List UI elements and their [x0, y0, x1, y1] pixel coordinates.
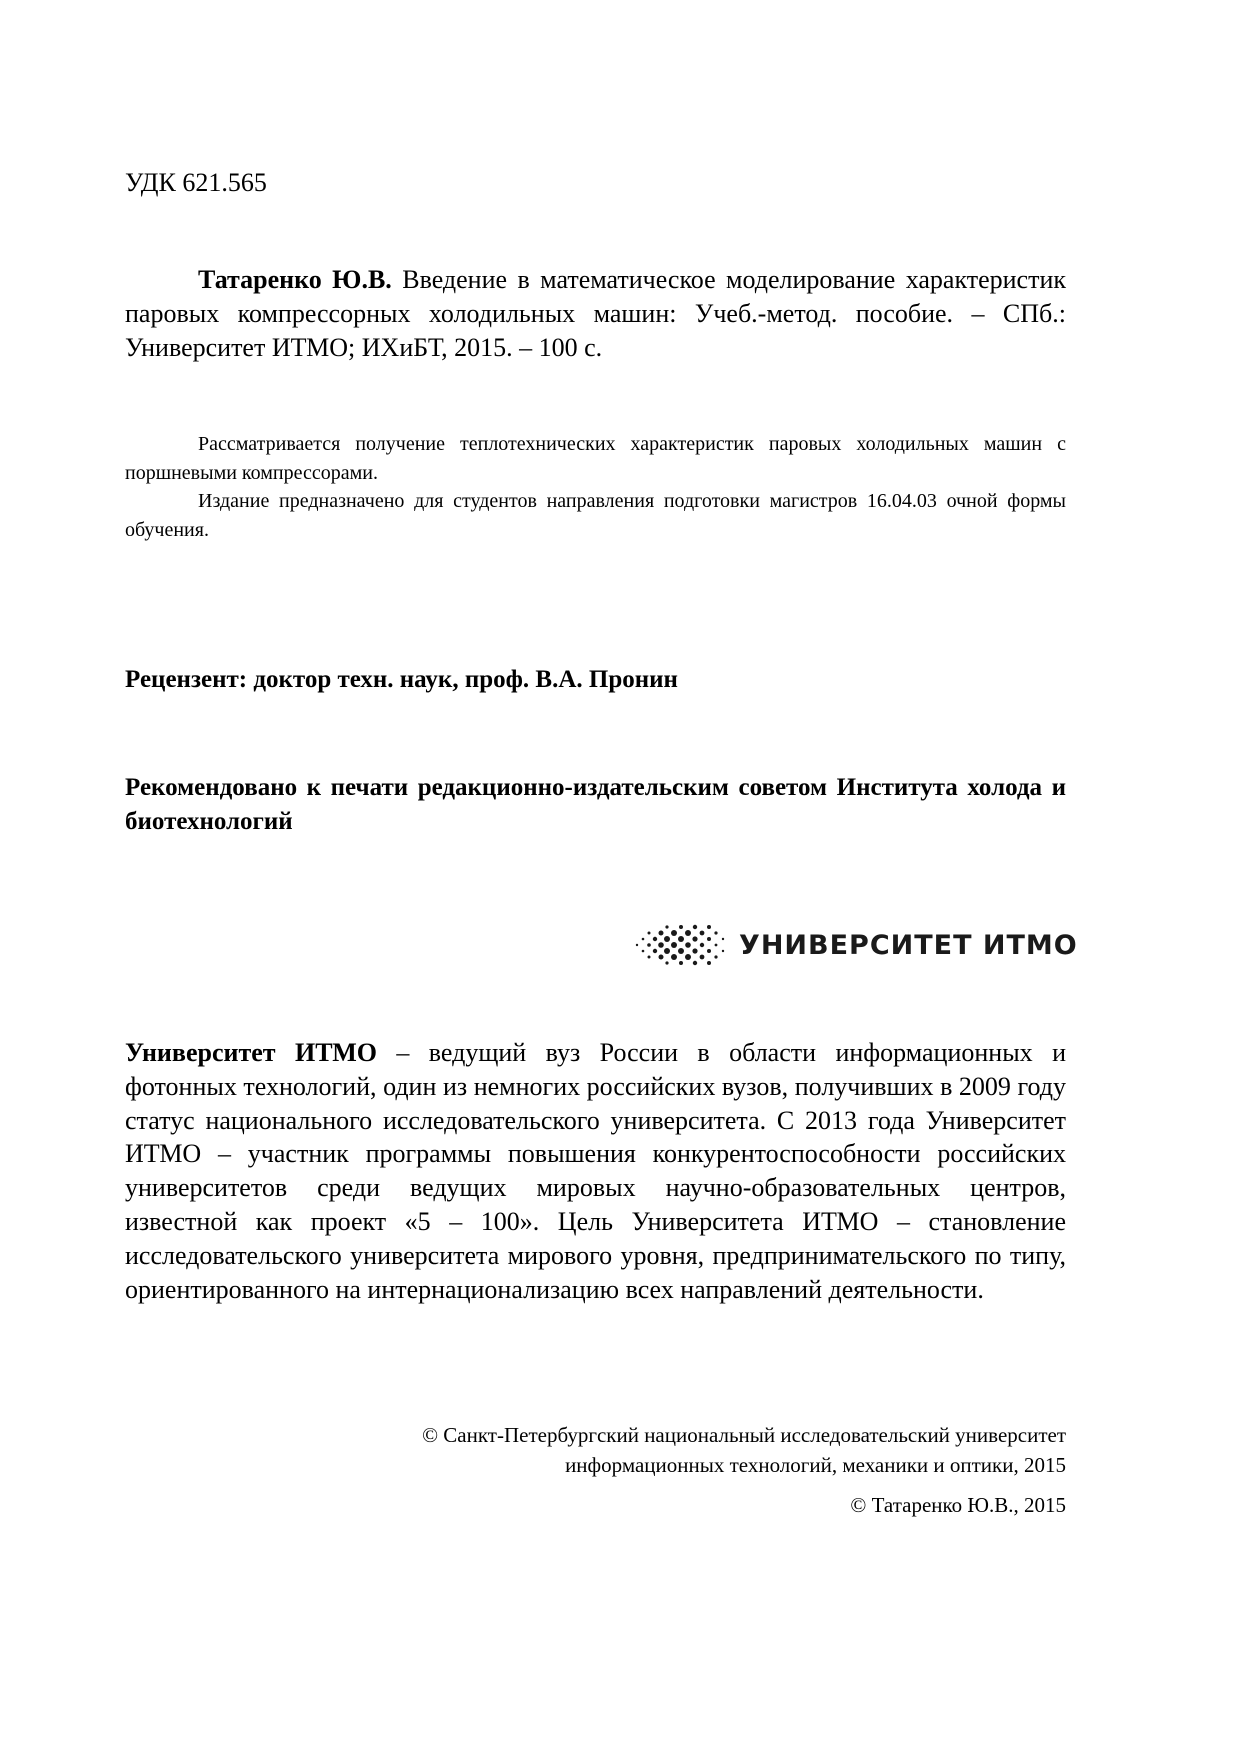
- abstract-paragraph: Издание предназначено для студентов направления подготовки магистров 16.04.03 очной формы обучения.: [125, 490, 1066, 541]
- copyright-author: © Татаренко Ю.В., 2015: [850, 1493, 1066, 1517]
- abstract-paragraph: Рассматривается получение теплотехнических характеристик паровых холодильных машин с поршневыми компрессорами.: [125, 433, 1066, 484]
- citation-author: Татаренко Ю.В.: [198, 265, 392, 294]
- university-description: [125, 1036, 1066, 1306]
- itmo-logo: [633, 920, 1078, 970]
- itmo-dots-logo-icon: [633, 920, 729, 970]
- university-description-text: – ведущий вуз России в области информационных и фотонных технологий, один из немногих российских вузов, получивших в 2009 году статус национального исследовательского университета. С 2013 года Университет ИТМО – участник программы повышения конкурентоспособности российских университетов среди ведущих мировых научно-образовательных центров, известной как проект «5 – 100». Цель Университета ИТМО – становление исследовательского университета мирового уровня, предпринимательского по типу, ориентированного на интернационализацию всех направлений деятельности.: [125, 1038, 1066, 1304]
- citation-text: Введение в математическое моделирование характеристик паровых компрессорных холодильных машин: Учеб.-метод. пособие. – СПб.: Университет ИТМО; ИХиБТ, 2015. – 100 с.: [125, 265, 1066, 362]
- copyright-block: [266, 1420, 1066, 1520]
- recommendation-note: Рекомендовано к печати редакционно-издательским советом Института холода и биотехнологий: [125, 774, 1066, 835]
- logo-text: УНИВЕРСИТЕТ ИТМО: [739, 929, 1078, 961]
- bibliographic-citation: [125, 263, 1066, 365]
- copyright-line: информационных технологий, механики и оптики, 2015: [565, 1453, 1066, 1477]
- university-name: Университет ИТМО: [125, 1038, 377, 1067]
- udk-code: УДК 621.565: [125, 168, 267, 197]
- reviewer: Рецензент: доктор техн. наук, проф. В.А. Пронин: [125, 666, 678, 693]
- abstract: [125, 430, 1066, 544]
- copyright-line: © Санкт-Петербургский национальный исследовательский университет: [422, 1423, 1066, 1447]
